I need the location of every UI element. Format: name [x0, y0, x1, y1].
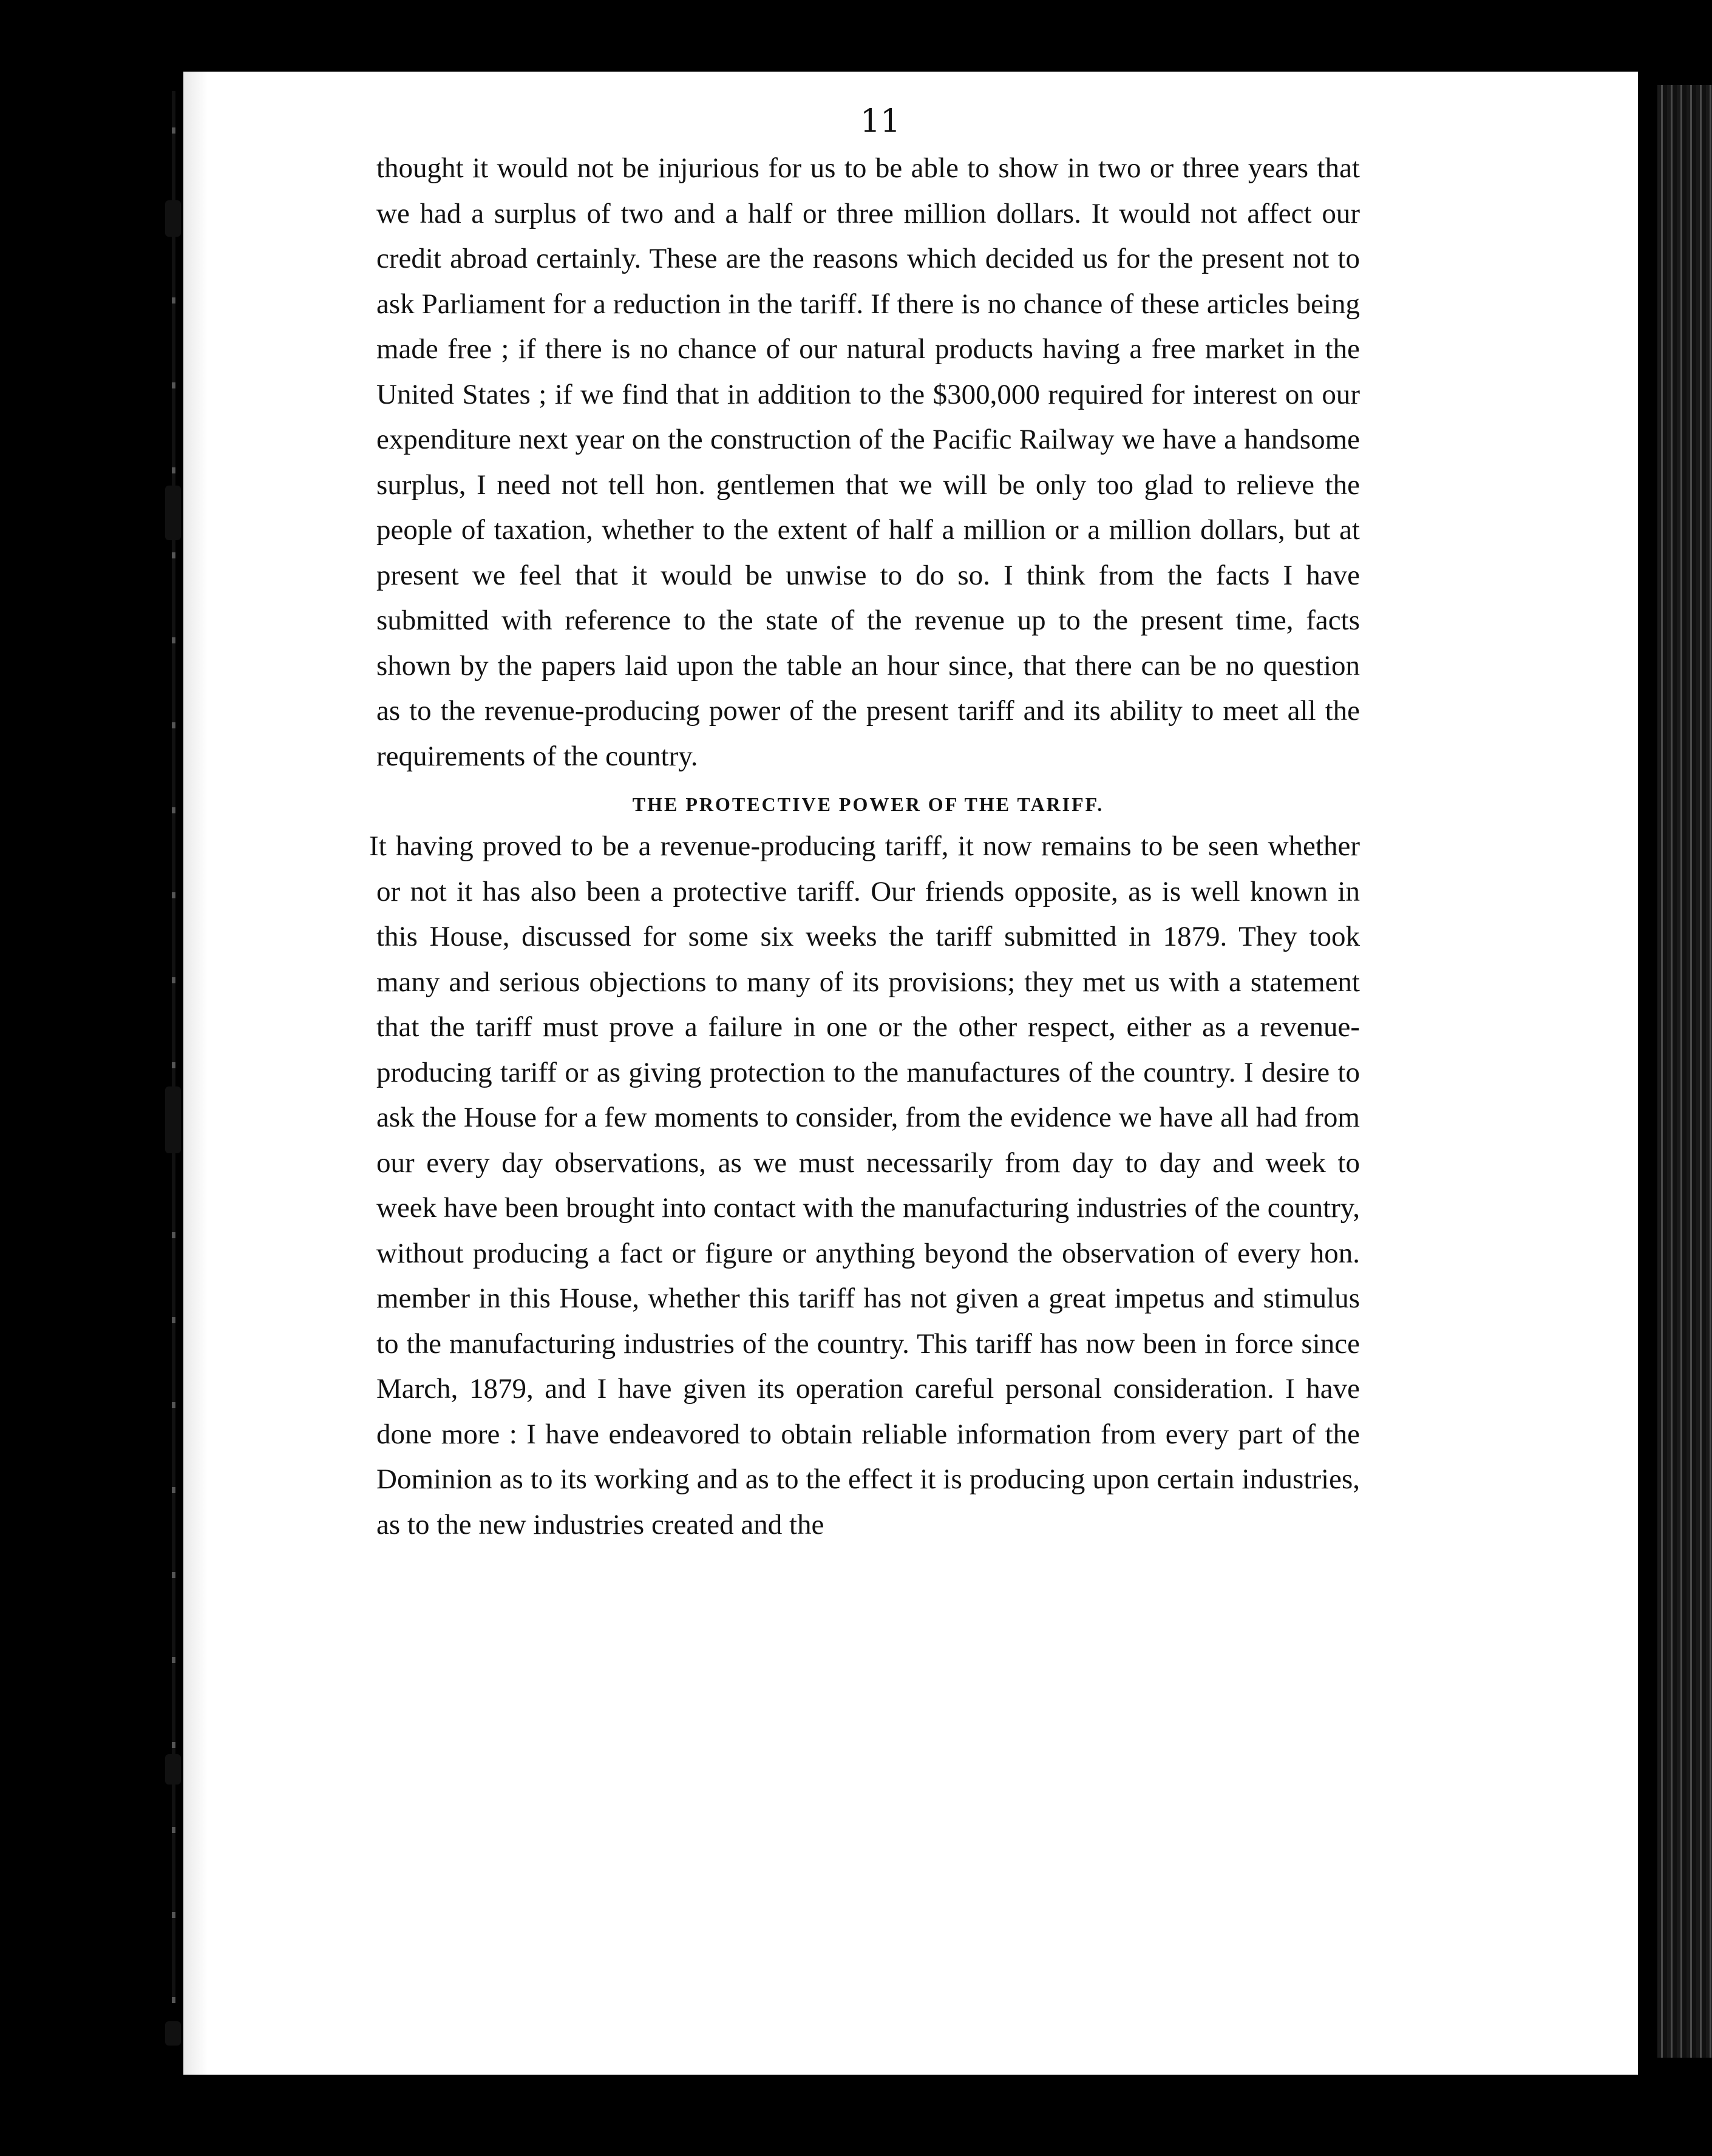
binding-stitch [165, 486, 181, 540]
section-heading: THE PROTECTIVE POWER OF THE TARIFF. [632, 793, 1104, 815]
binding-spine [172, 91, 175, 2003]
page-number: 11 [860, 103, 901, 140]
book-edge [1657, 85, 1712, 2058]
body-paragraph-1: thought it would not be injurious for us to be able to show in two or three years that we had a surplus of two and a half or three million dollars. It would not affect our credit abroad certainly. These are the reasons which decided us for the present not to ask Parliament for a reduction in the tariff. If there is no chance of these articles being made free ; if there is no chance of our natural products having a free market in the United States ; if we find that in addition to the $300,000 required for interest on our expenditure next year on the construction of the Pacific Railway we have a handsome surplus, I need not tell hon. gentlemen that we will be only too glad to relieve the people of taxation, whether to the extent of half a million or a million dollars, but at present we feel that it would be unwise to do so. I think from the facts I have submitted with reference to the state of the revenue up to the present time, facts shown by the papers laid upon the table an hour since, that there can be no question as to the revenue-producing power of the present tariff and its ability to meet all the requirements of the country. [376, 152, 1360, 772]
page-binding-shadow [183, 72, 208, 2075]
text-column [369, 146, 1360, 1547]
binding-stitch [165, 1086, 181, 1153]
body-paragraph-2: It having proved to be a revenue-producing tariff, it now remains to be seen whether or not it has also been a protective tariff. Our friends opposite, as is well known in this House, discussed for some six weeks the tariff submitted in 1879. They took many and serious objections to many of its provisions; they met us with a statement that the tariff must prove a failure in one or the other respect, either as a revenue-producing tariff or as giving protection to the manufactures of the country. I desire to ask the House for a few moments to consider, from the evidence we have all had from our every day observations, as we must necessarily from day to day and week to week have been brought into contact with the manufacturing industries of the country, without producing a fact or figure or anything beyond the observation of every hon. member in this House, whether this tariff has not given a great impetus and stimulus to the manufacturing industries of the country. This tariff has now been in force since March, 1879, and I have given its operation careful personal consideration. I have done more : I have endeavored to obtain reliable information from every part of the Dominion as to its working and as to the effect it is producing upon certain industries, as to the new industries created and the [369, 830, 1360, 1541]
binding-stitch [165, 2021, 181, 2046]
binding-stitch [165, 200, 181, 237]
binding-stitch [165, 1754, 181, 1785]
